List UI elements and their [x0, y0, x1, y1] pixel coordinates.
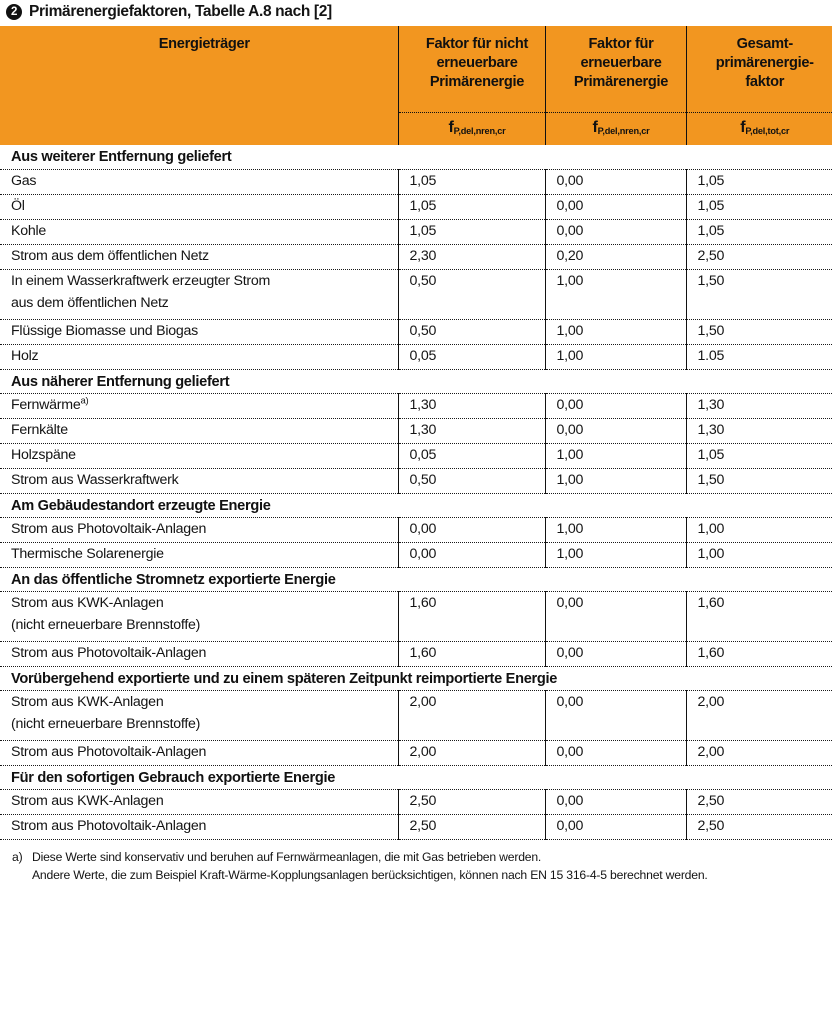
- cell-total-factor: 1,05: [686, 443, 832, 468]
- carrier-name: Strom aus Photovoltaik-Anlagen: [11, 520, 207, 537]
- cell-non-renewable-factor: 0,50: [398, 468, 545, 493]
- cell-energy-carrier: [0, 244, 398, 269]
- cell-non-renewable-factor: 1,05: [398, 194, 545, 219]
- section-header-label: Aus weiterer Entfernung geliefert: [0, 145, 832, 169]
- table-row: [0, 393, 832, 418]
- header-symbol-row: [0, 112, 832, 145]
- table-row: [0, 517, 832, 542]
- carrier-name: Holz: [11, 347, 39, 364]
- carrier-name-line-2: (nicht erneuerbare Brennstoffe): [11, 616, 201, 633]
- cell-non-renewable-factor: 0,50: [398, 319, 545, 344]
- column-header-total-factor: Gesamt-primärenergie-faktor: [686, 26, 832, 112]
- cell-renewable-factor: 0,00: [545, 740, 686, 765]
- cell-total-factor: 1.05: [686, 344, 832, 369]
- table-row: [0, 244, 832, 269]
- cell-non-renewable-factor: 2,30: [398, 244, 545, 269]
- footnote-line-2: Andere Werte, die zum Beispiel Kraft-Wärme-Kopplungsanlagen berücksichtigen, können nach EN 15 316-4-5 berechnet werden.: [32, 868, 708, 883]
- cell-renewable-factor: 1,00: [545, 517, 686, 542]
- section-header-label: Am Gebäudestandort erzeugte Energie: [0, 493, 832, 517]
- section-header-row: [0, 369, 832, 393]
- cell-energy-carrier: [0, 169, 398, 194]
- carrier-name: Strom aus KWK-Anlagen: [11, 693, 164, 710]
- table-row: [0, 468, 832, 493]
- carrier-name: Holzspäne: [11, 446, 76, 463]
- footnote-text: [32, 848, 822, 886]
- table-row: [0, 740, 832, 765]
- cell-renewable-factor: 0,00: [545, 591, 686, 641]
- caption-title: Primärenergiefaktoren, Tabelle A.8 nach [2]: [29, 3, 332, 20]
- carrier-name: Strom aus KWK-Anlagen: [11, 792, 164, 809]
- section-header-row: [0, 567, 832, 591]
- table-row: [0, 814, 832, 839]
- cell-non-renewable-factor: 0,05: [398, 344, 545, 369]
- cell-non-renewable-factor: 1,60: [398, 591, 545, 641]
- symbol-f-tot: $f_{P,del,tot,cr}$: [740, 118, 790, 136]
- cell-total-factor: 2,00: [686, 690, 832, 740]
- carrier-name: Öl: [11, 197, 25, 214]
- cell-renewable-factor: 1,00: [545, 443, 686, 468]
- cell-non-renewable-factor: 0,00: [398, 542, 545, 567]
- footnote-marker: a): [12, 849, 23, 864]
- cell-total-factor: 1,30: [686, 418, 832, 443]
- cell-total-factor: 2,50: [686, 244, 832, 269]
- carrier-name: Fernkälte: [11, 421, 68, 438]
- cell-energy-carrier: [0, 468, 398, 493]
- symbol-f-ren: $f_{P,del,nren,cr}$: [592, 118, 650, 136]
- header-symbol-total: [686, 112, 832, 145]
- cell-total-factor: 1,50: [686, 319, 832, 344]
- cell-non-renewable-factor: 1,60: [398, 641, 545, 666]
- cell-energy-carrier: [0, 194, 398, 219]
- carrier-name: Strom aus Photovoltaik-Anlagen: [11, 743, 207, 760]
- carrier-name-line-2: (nicht erneuerbare Brennstoffe): [11, 715, 201, 732]
- carrier-name: Strom aus Photovoltaik-Anlagen: [11, 644, 207, 661]
- cell-renewable-factor: 1,00: [545, 542, 686, 567]
- header-symbol-renewable: [545, 112, 686, 145]
- cell-energy-carrier: [0, 690, 398, 740]
- cell-total-factor: 1,05: [686, 194, 832, 219]
- cell-energy-carrier: [0, 789, 398, 814]
- cell-renewable-factor: 0,00: [545, 789, 686, 814]
- cell-renewable-factor: 1,00: [545, 319, 686, 344]
- footnote-block: [0, 840, 832, 886]
- cell-non-renewable-factor: 1,30: [398, 418, 545, 443]
- header-symbol-spacer: [0, 112, 398, 145]
- cell-non-renewable-factor: 2,50: [398, 814, 545, 839]
- cell-energy-carrier: [0, 591, 398, 641]
- cell-renewable-factor: 0,00: [545, 418, 686, 443]
- cell-energy-carrier: [0, 319, 398, 344]
- table-row: [0, 418, 832, 443]
- cell-energy-carrier: [0, 219, 398, 244]
- section-header-label: Für den sofortigen Gebrauch exportierte Energie: [0, 765, 832, 789]
- section-header-row: [0, 145, 832, 169]
- cell-energy-carrier: [0, 344, 398, 369]
- section-header-row: [0, 493, 832, 517]
- carrier-name: Gas: [11, 172, 37, 189]
- cell-total-factor: 1,00: [686, 517, 832, 542]
- symbol-f-nren: $f_{P,del,nren,cr}$: [448, 118, 506, 136]
- cell-energy-carrier: [0, 517, 398, 542]
- caption-number-badge: 2: [6, 4, 22, 20]
- carrier-name: Strom aus dem öffentlichen Netz: [11, 247, 209, 264]
- cell-renewable-factor: 0,20: [545, 244, 686, 269]
- table-row: [0, 789, 832, 814]
- footnote-reference-marker: a): [80, 394, 89, 406]
- cell-total-factor: 2,50: [686, 814, 832, 839]
- carrier-name: Strom aus KWK-Anlagen: [11, 594, 164, 611]
- cell-non-renewable-factor: 1,05: [398, 169, 545, 194]
- footnote-line-1: Diese Werte sind konservativ und beruhen auf Fernwärmeanlagen, die mit Gas betrieben werden.: [32, 849, 542, 864]
- cell-total-factor: 1,60: [686, 591, 832, 641]
- carrier-name: Fernwärme: [11, 396, 81, 413]
- cell-non-renewable-factor: 2,50: [398, 789, 545, 814]
- header-title-row: [0, 26, 832, 112]
- column-header-non-renewable-factor: Faktor für nicht erneuerbare Primärenergie: [398, 26, 545, 112]
- cell-non-renewable-factor: 2,00: [398, 740, 545, 765]
- cell-renewable-factor: 0,00: [545, 814, 686, 839]
- cell-energy-carrier: [0, 740, 398, 765]
- table-row: [0, 443, 832, 468]
- carrier-name: Kohle: [11, 222, 47, 239]
- cell-non-renewable-factor: 0,00: [398, 517, 545, 542]
- carrier-name: Strom aus Wasserkraftwerk: [11, 471, 179, 488]
- cell-renewable-factor: 1,00: [545, 344, 686, 369]
- cell-renewable-factor: 0,00: [545, 690, 686, 740]
- table-row: [0, 344, 832, 369]
- cell-renewable-factor: 1,00: [545, 269, 686, 319]
- cell-total-factor: 1,30: [686, 393, 832, 418]
- section-header-label: An das öffentliche Stromnetz exportierte Energie: [0, 567, 832, 591]
- cell-non-renewable-factor: 0,05: [398, 443, 545, 468]
- cell-renewable-factor: 0,00: [545, 219, 686, 244]
- cell-total-factor: 1,50: [686, 468, 832, 493]
- cell-total-factor: 1,00: [686, 542, 832, 567]
- cell-non-renewable-factor: 1,30: [398, 393, 545, 418]
- cell-total-factor: 2,50: [686, 789, 832, 814]
- section-header-label: Vorübergehend exportierte und zu einem späteren Zeitpunkt reimportierte Energie: [0, 666, 832, 690]
- cell-total-factor: 2,00: [686, 740, 832, 765]
- cell-non-renewable-factor: 1,05: [398, 219, 545, 244]
- cell-total-factor: 1,50: [686, 269, 832, 319]
- carrier-name: Flüssige Biomasse und Biogas: [11, 322, 198, 339]
- cell-renewable-factor: 0,00: [545, 169, 686, 194]
- cell-total-factor: 1,05: [686, 169, 832, 194]
- table-header: [0, 26, 832, 145]
- primary-energy-factors-table: [0, 26, 832, 840]
- cell-non-renewable-factor: 2,00: [398, 690, 545, 740]
- cell-energy-carrier: [0, 542, 398, 567]
- cell-non-renewable-factor: 0,50: [398, 269, 545, 319]
- section-header-label: Aus näherer Entfernung geliefert: [0, 369, 832, 393]
- column-header-energy-carrier: Energieträger: [0, 26, 398, 112]
- table-row: [0, 169, 832, 194]
- table-row: [0, 690, 832, 740]
- cell-energy-carrier: [0, 418, 398, 443]
- table-row: [0, 542, 832, 567]
- column-header-renewable-factor: Faktor für erneuerbare Primärenergie: [545, 26, 686, 112]
- table-row: [0, 219, 832, 244]
- cell-total-factor: 1,05: [686, 219, 832, 244]
- section-header-row: [0, 666, 832, 690]
- carrier-name: Thermische Solarenergie: [11, 545, 164, 562]
- table-caption: [0, 0, 832, 26]
- carrier-name: Strom aus Photovoltaik-Anlagen: [11, 817, 207, 834]
- footnote-row: [12, 848, 822, 886]
- cell-renewable-factor: 0,00: [545, 194, 686, 219]
- cell-energy-carrier: [0, 269, 398, 319]
- carrier-name: In einem Wasserkraftwerk erzeugter Strom: [11, 272, 271, 289]
- table-row: [0, 194, 832, 219]
- table-body: [0, 145, 832, 839]
- table-row: [0, 319, 832, 344]
- cell-energy-carrier: [0, 443, 398, 468]
- table-row: [0, 641, 832, 666]
- cell-energy-carrier: [0, 814, 398, 839]
- cell-renewable-factor: 0,00: [545, 641, 686, 666]
- cell-renewable-factor: 1,00: [545, 468, 686, 493]
- carrier-name-line-2: aus dem öffentlichen Netz: [11, 294, 169, 311]
- cell-energy-carrier: [0, 393, 398, 418]
- section-header-row: [0, 765, 832, 789]
- cell-energy-carrier: [0, 641, 398, 666]
- cell-renewable-factor: 0,00: [545, 393, 686, 418]
- header-symbol-non-renewable: [398, 112, 545, 145]
- cell-total-factor: 1,60: [686, 641, 832, 666]
- table-row: [0, 269, 832, 319]
- table-row: [0, 591, 832, 641]
